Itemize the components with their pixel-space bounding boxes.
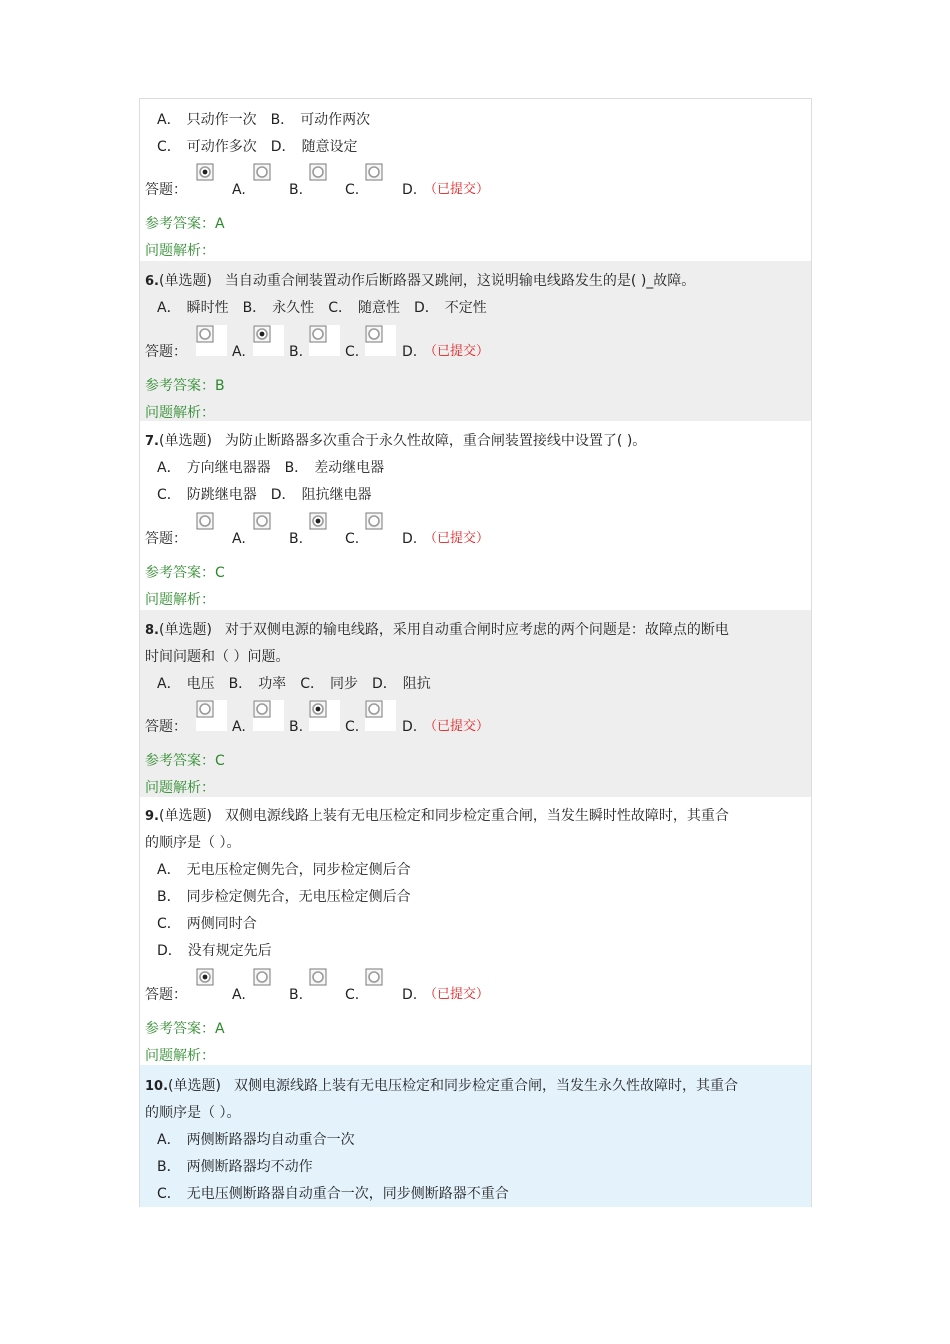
answer-radio-a[interactable] (196, 163, 227, 194)
option-text: 同步 (329, 676, 358, 692)
option-letter: C． (328, 300, 352, 316)
answer-radio-c[interactable] (309, 700, 340, 731)
option-letter: D． (371, 676, 397, 692)
reference-answer: 参考答案：C (145, 753, 225, 769)
radio-letter: B. (289, 182, 304, 198)
radio-letter: B. (289, 719, 304, 735)
question-block (140, 261, 811, 421)
analysis-label: 问题解析： (145, 780, 215, 796)
option-text: 无电压检定侧先合，同步检定侧后合 (186, 862, 411, 878)
question-number: 10. (145, 1079, 169, 1094)
option-text: 两侧同时合 (186, 916, 257, 932)
option-text: 两侧断路器均不动作 (186, 1159, 313, 1175)
answer-radio-a[interactable] (196, 325, 227, 356)
option-letter: D． (270, 139, 296, 155)
radio-letter: D. (402, 987, 418, 1003)
option-letter: B． (157, 889, 181, 905)
option-letter: A． (157, 676, 181, 692)
options-line (157, 888, 411, 906)
answer-radio-c[interactable] (309, 325, 340, 356)
option-text: 同步检定侧先合，无电压检定侧后合 (186, 889, 411, 905)
submitted-status: （已提交） (424, 531, 490, 546)
reference-answer: 参考答案：B (145, 378, 225, 394)
answer-radio-c[interactable] (309, 968, 340, 999)
option-letter: D． (157, 943, 182, 959)
submitted-status: （已提交） (424, 182, 490, 197)
option-text: 随意性 (357, 300, 400, 316)
question-stem-continued: 的顺序是（ ）。 (145, 1105, 241, 1121)
answer-radio-a[interactable] (196, 700, 227, 731)
option-text: 阻抗 (402, 676, 431, 692)
option-text: 只动作一次 (186, 112, 257, 128)
options-line (157, 675, 431, 693)
option-letter: D． (413, 300, 439, 316)
option-text: 随意设定 (301, 139, 358, 155)
question-type: (单选题) (158, 433, 212, 449)
radio-letter: A. (232, 531, 246, 547)
radio-letter: D. (402, 531, 418, 547)
question-type: (单选题) (158, 808, 212, 824)
question-text: 双侧电源线路上装有无电压检定和同步检定重合闸，当发生永久性故障时，其重合 (233, 1078, 738, 1094)
option-letter: B． (242, 300, 267, 316)
options-line (157, 459, 384, 477)
option-text: 永久性 (272, 300, 315, 316)
question-stem (145, 621, 729, 640)
radio-letter: C. (345, 719, 360, 735)
option-text: 电压 (186, 676, 215, 692)
option-text: 可动作多次 (186, 139, 257, 155)
question-stem (145, 272, 695, 291)
answer-radio-b[interactable] (253, 163, 284, 194)
option-text: 无电压侧断路器自动重合一次，同步侧断路器不重合 (186, 1186, 509, 1202)
question-stem (145, 1077, 738, 1096)
question-number: 7. (145, 434, 159, 449)
reference-answer: 参考答案：C (145, 565, 225, 581)
answer-radio-d[interactable] (365, 700, 396, 731)
option-text: 瞬时性 (186, 300, 229, 316)
options-line (157, 942, 272, 960)
radio-letter: A. (232, 182, 246, 198)
answer-radio-a[interactable] (196, 512, 227, 543)
question-text: 对于双侧电源的输电线路，采用自动重合闸时应考虑的两个问题是：故障点的断电 (224, 622, 729, 638)
answer-label: 答题： (145, 531, 187, 547)
analysis-label: 问题解析： (145, 1048, 215, 1064)
radio-letter: A. (232, 344, 246, 360)
radio-letter: D. (402, 182, 418, 198)
radio-letter: D. (402, 719, 418, 735)
radio-letter: C. (345, 531, 360, 547)
option-letter: A． (157, 112, 181, 128)
option-text: 没有规定先后 (187, 943, 272, 959)
question-block (140, 610, 811, 797)
question-stem (145, 807, 729, 826)
radio-letter: B. (289, 987, 304, 1003)
radio-letter: B. (289, 344, 304, 360)
answer-radio-b[interactable] (253, 968, 284, 999)
answer-radio-c[interactable] (309, 163, 340, 194)
option-text: 阻抗继电器 (301, 487, 372, 503)
option-letter: A． (157, 1132, 181, 1148)
option-text: 可动作两次 (300, 112, 371, 128)
reference-answer: 参考答案：A (145, 1021, 225, 1037)
analysis-label: 问题解析： (145, 405, 215, 421)
question-type: (单选题) (168, 1078, 221, 1094)
radio-letter: C. (345, 987, 360, 1003)
options-line (157, 1158, 313, 1176)
radio-letter: D. (402, 344, 418, 360)
question-stem (145, 432, 646, 451)
question-type: (单选题) (158, 273, 212, 289)
option-letter: B． (270, 112, 295, 128)
question-type: (单选题) (158, 622, 212, 638)
question-block (140, 421, 811, 610)
answer-radio-b[interactable] (253, 700, 284, 731)
question-text: 为防止断路器多次重合于永久性故障，重合闸装置接线中设置了( )。 (224, 433, 647, 449)
question-number: 8. (145, 623, 159, 638)
question-stem-continued: 时间问题和（ ）问题。 (145, 649, 290, 665)
option-text: 不定性 (444, 300, 487, 316)
option-letter: B． (284, 460, 309, 476)
options-line (157, 486, 372, 504)
options-line (157, 915, 257, 933)
option-letter: B． (228, 676, 253, 692)
option-text: 两侧断路器均自动重合一次 (186, 1132, 355, 1148)
quiz-sheet (139, 98, 812, 1207)
analysis-label: 问题解析： (145, 592, 215, 608)
answer-radio-b[interactable] (253, 325, 284, 356)
question-block (140, 1065, 811, 1207)
submitted-status: （已提交） (424, 719, 490, 734)
option-letter: B． (157, 1159, 181, 1175)
answer-radio-c[interactable] (309, 512, 340, 543)
answer-radio-d[interactable] (365, 325, 396, 356)
option-letter: A． (157, 300, 181, 316)
question-stem-continued: 的顺序是（ ）。 (145, 835, 241, 851)
question-number: 6. (145, 274, 159, 289)
options-line (157, 861, 411, 879)
option-letter: C． (157, 487, 181, 503)
option-letter: C． (157, 139, 181, 155)
option-text: 防跳继电器 (186, 487, 257, 503)
answer-label: 答题： (145, 987, 187, 1003)
question-block (140, 99, 811, 261)
radio-letter: C. (345, 182, 360, 198)
reference-answer: 参考答案：A (145, 216, 225, 232)
question-number: 9. (145, 809, 159, 824)
option-letter: C． (157, 916, 181, 932)
option-letter: A． (157, 460, 181, 476)
answer-radio-d[interactable] (365, 968, 396, 999)
options-line (157, 138, 358, 156)
answer-label: 答题： (145, 344, 187, 360)
answer-radio-a[interactable] (196, 968, 227, 999)
radio-letter: A. (232, 719, 246, 735)
radio-letter: A. (232, 987, 246, 1003)
option-letter: C． (157, 1186, 181, 1202)
option-text: 差动继电器 (314, 460, 385, 476)
question-text: 双侧电源线路上装有无电压检定和同步检定重合闸，当发生瞬时性故障时，其重合 (224, 808, 729, 824)
options-line (157, 111, 370, 129)
answer-label: 答题： (145, 719, 187, 735)
options-line (157, 299, 487, 317)
answer-label: 答题： (145, 182, 187, 198)
question-text: 当自动重合闸装置动作后断路器又跳闸，这说明输电线路发生的是( )_故障。 (224, 273, 696, 289)
options-line (157, 1131, 355, 1149)
analysis-label: 问题解析： (145, 243, 215, 259)
option-text: 功率 (258, 676, 287, 692)
options-line (157, 1185, 509, 1203)
radio-letter: C. (345, 344, 360, 360)
answer-radio-b[interactable] (253, 512, 284, 543)
option-letter: C． (300, 676, 324, 692)
submitted-status: （已提交） (424, 344, 490, 359)
option-letter: D． (270, 487, 296, 503)
radio-letter: B. (289, 531, 304, 547)
option-text: 方向继电器器 (186, 460, 271, 476)
answer-radio-d[interactable] (365, 512, 396, 543)
option-letter: A． (157, 862, 181, 878)
answer-radio-d[interactable] (365, 163, 396, 194)
submitted-status: （已提交） (424, 987, 490, 1002)
question-block (140, 797, 811, 1065)
